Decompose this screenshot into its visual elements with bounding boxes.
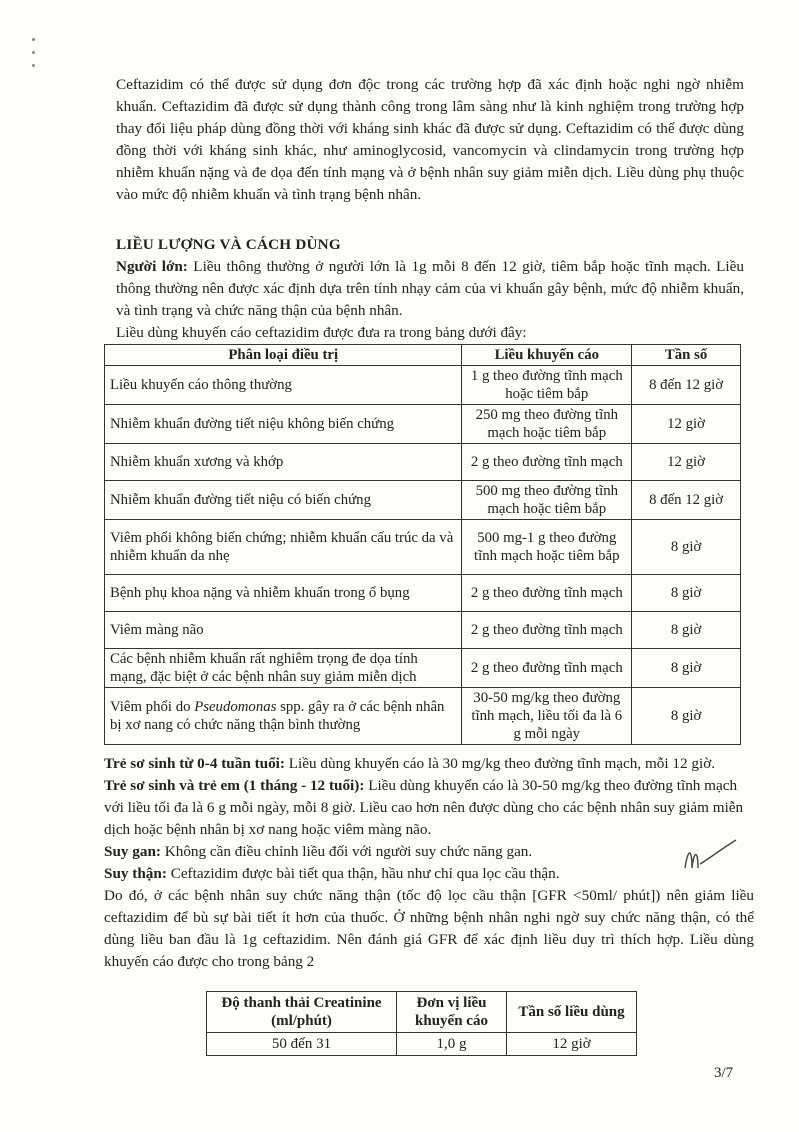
section-heading: LIỀU LƯỢNG VÀ CÁCH DÙNG	[116, 236, 341, 253]
row-frequency: 8 đến 12 giờ	[632, 481, 741, 520]
row-frequency: 8 giờ	[632, 688, 741, 745]
row-unit-dose: 1,0 g	[397, 1033, 507, 1056]
header-clearance: Độ thanh thải Creatinine (ml/phút)	[207, 992, 397, 1033]
table-row	[105, 612, 741, 649]
row-frequency: 8 giờ	[632, 520, 741, 575]
child-label: Trẻ sơ sinh và trẻ em (1 tháng - 12 tuổi):	[104, 777, 365, 794]
table-row	[105, 366, 741, 405]
table-row	[105, 688, 741, 745]
child-dosage	[104, 775, 754, 841]
row-category-italic: Pseudomonas	[194, 699, 277, 715]
table-row	[105, 520, 741, 575]
row-frequency: 12 giờ	[632, 405, 741, 444]
table-row	[105, 444, 741, 481]
row-frequency: 8 giờ	[632, 612, 741, 649]
row-clearance: 50 đến 31	[207, 1033, 397, 1056]
row-category: Nhiễm khuẩn đường tiết niệu không biến chứng	[105, 405, 462, 444]
row-dose: 2 g theo đường tĩnh mạch	[462, 575, 632, 612]
liver-label: Suy gan:	[104, 843, 161, 860]
table-intro: Liều dùng khuyến cáo ceftazidim được đưa ra trong bảng dưới đây:	[116, 324, 527, 341]
row-dose: 30-50 mg/kg theo đường tĩnh mạch, liều tối đa là 6 g mỗi ngày	[462, 688, 632, 745]
child-text: Liều dùng khuyến cáo là 30-50 mg/kg theo đường tĩnh mạch với liều tối đa là 6 g mỗi ngày, mỗi 8 giờ. Liều cao hơn nên được dùng cho các bệnh nhân suy giảm miễn dịch hoặc bệnh nhân bị xơ nang hoặc viêm màng não.	[104, 777, 744, 838]
neonate-label: Trẻ sơ sinh từ 0-4 tuần tuổi:	[104, 755, 285, 772]
kidney-paragraph: Do đó, ở các bệnh nhân suy chức năng thận (tốc độ lọc cầu thận [GFR <50ml/ phút]) nên giảm liều ceftazidim để bù sự bài tiết ít hơn của thuốc. Ở những bệnh nhân nghi ngờ suy chức năng thận, có thể dùng liều ban đầu là 1g ceftazidim. Nên đánh giá GFR để xác định liều duy trì thích hợp. Liều dùng khuyến cáo được cho trong bảng 2	[104, 887, 754, 970]
header-unit-dose: Đơn vị liều khuyến cáo	[397, 992, 507, 1033]
table-row	[105, 405, 741, 444]
adult-text: Liều thông thường ở người lớn là 1g mỗi 8 đến 12 giờ, tiêm bắp hoặc tĩnh mạch. Liều thông thường nên được xác định dựa trên tính nhạy cảm của vi khuẩn gây bệnh, mức độ nhiễm khuẩn, và tình trạng và chức năng thận của bệnh nhân.	[116, 258, 744, 319]
header-frequency: Tần số	[632, 345, 741, 366]
adult-dosage	[116, 256, 744, 322]
row-frequency: 8 đến 12 giờ	[632, 366, 741, 405]
row-dose: 2 g theo đường tĩnh mạch	[462, 612, 632, 649]
header-category: Phân loại điều trị	[105, 345, 462, 366]
row-frequency: 12 giờ	[632, 444, 741, 481]
row-dose: 500 mg theo đường tĩnh mạch hoặc tiêm bắp	[462, 481, 632, 520]
row-category: Nhiễm khuẩn đường tiết niệu có biến chứng	[105, 481, 462, 520]
row-category: Bệnh phụ khoa nặng và nhiễm khuẩn trong ổ bụng	[105, 575, 462, 612]
table-row	[105, 481, 741, 520]
kidney-dosage	[104, 863, 754, 885]
row-frequency: 8 giờ	[632, 575, 741, 612]
table-row	[207, 1033, 637, 1056]
row-category: Viêm màng não	[105, 612, 462, 649]
table-row	[105, 649, 741, 688]
header-dose: Liều khuyến cáo	[462, 345, 632, 366]
renal-table-header	[207, 992, 637, 1033]
row-dose: 500 mg-1 g theo đường tĩnh mạch hoặc tiêm bắp	[462, 520, 632, 575]
row-category: Liều khuyến cáo thông thường	[105, 366, 462, 405]
neonate-dosage	[104, 753, 754, 775]
row-category: Nhiễm khuẩn xương và khớp	[105, 444, 462, 481]
adult-label: Người lớn:	[116, 258, 188, 275]
row-dose: 2 g theo đường tĩnh mạch	[462, 444, 632, 481]
row-category	[105, 688, 462, 745]
intro-paragraph: Ceftazidim có thể được sử dụng đơn độc trong các trường hợp đã xác định hoặc nghi ngờ nhiễm khuẩn. Ceftazidim đã được sử dụng thành công trong lâm sàng như là kinh nghiệm trong trường hợp thay đổi liệu pháp dùng đồng thời với kháng sinh khác đã được sử dụng. Ceftazidim có thể được dùng đồng thời với kháng sinh khác, như aminoglycosid, vancomycin và clindamycin trong trường hợp nhiễm khuẩn nặng và đe dọa đến tính mạng và ở bệnh nhân suy giảm miễn dịch. Liều dùng phụ thuộc vào mức độ nhiễm khuẩn và tình trạng bệnh nhân.	[116, 76, 744, 203]
row-category-part: spp. gây ra ở các bệnh nhân bị xơ nang có chức năng thận bình thường	[110, 699, 445, 733]
header-dose-frequency: Tần số liều dùng	[507, 992, 637, 1033]
handwritten-signature	[680, 838, 740, 878]
row-dose: 1 g theo đường tĩnh mạch hoặc tiêm bắp	[462, 366, 632, 405]
row-category: Viêm phổi không biến chứng; nhiễm khuẩn cấu trúc da và nhiễm khuẩn da nhẹ	[105, 520, 462, 575]
scan-marks	[32, 38, 38, 77]
document-content	[104, 74, 754, 1056]
row-dose-frequency: 12 giờ	[507, 1033, 637, 1056]
row-dose: 250 mg theo đường tĩnh mạch hoặc tiêm bắp	[462, 405, 632, 444]
kidney-label: Suy thận:	[104, 865, 167, 882]
renal-table	[206, 991, 637, 1056]
row-frequency: 8 giờ	[632, 649, 741, 688]
liver-text: Không cần điều chỉnh liều đối với người suy chức năng gan.	[160, 843, 533, 860]
special-populations	[104, 753, 754, 973]
kidney-text: Ceftazidim được bài tiết qua thận, hầu như chỉ qua lọc cầu thận.	[166, 865, 560, 882]
row-category: Các bệnh nhiễm khuẩn rất nghiêm trọng đe dọa tính mạng, đặc biệt ở các bệnh nhân suy giảm miễn dịch	[105, 649, 462, 688]
row-category-part: Viêm phổi do	[110, 699, 195, 715]
row-dose: 2 g theo đường tĩnh mạch	[462, 649, 632, 688]
liver-dosage	[104, 841, 754, 863]
dose-table-header	[105, 345, 741, 366]
table-row	[105, 575, 741, 612]
page-number: 3/7	[714, 1065, 734, 1081]
neonate-text: Liều dùng khuyến cáo là 30 mg/kg theo đường tĩnh mạch, mỗi 12 giờ.	[284, 755, 716, 772]
dose-table	[104, 344, 741, 745]
